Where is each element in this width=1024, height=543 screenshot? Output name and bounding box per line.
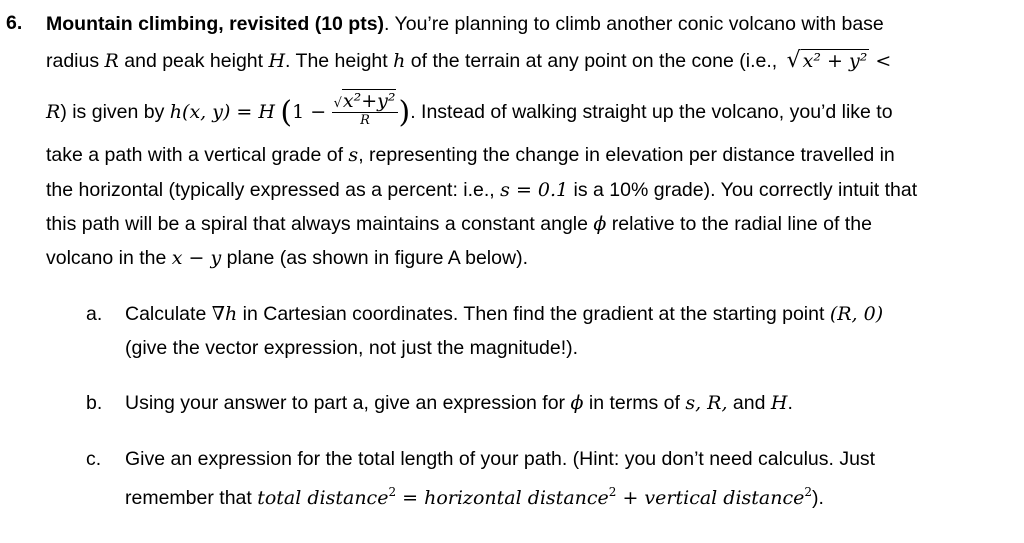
sqrt-expression: √ x² + y²: [786, 48, 868, 73]
intro-line-2: radius R and peak height H. The height h of the terrain at any point on the cone (i.e., √ x² + y² <: [46, 48, 892, 73]
part-c-line-2: remember that total distance$^2$ = horizontal distance$^2$ + vertical distance$^2$).: [125, 485, 824, 509]
part-b-line-1: Using your answer to part a, give an expression for ϕ in terms of s, R, and H.: [125, 392, 793, 414]
part-b-label: b.: [86, 392, 103, 414]
intro-line-7: volcano in the x − y plane (as shown in figure A below).: [46, 247, 528, 269]
part-c-label: c.: [86, 448, 102, 470]
question-number: 6.: [6, 12, 23, 34]
part-a-line-1: Calculate ∇h in Cartesian coordinates. Then find the gradient at the starting point (R, 0): [125, 303, 884, 325]
question-title: Mountain climbing, revisited (10 pts): [46, 13, 385, 35]
part-a-line-2: (give the vector expression, not just the magnitude!).: [125, 337, 579, 359]
height-fraction: $\frac{\text{√x²+y²}}{R}$: [332, 93, 399, 129]
intro-line-6: this path will be a spiral that always maintains a constant angle ϕ relative to the radial line of the: [46, 213, 872, 235]
intro-line-3: R) is given by h(x, y) = H (1 − $\frac{\text{√x²+y²}}{R}$ ). Instead of walking straight up the volcano, you’d like to: [46, 90, 893, 131]
intro-line-4: take a path with a vertical grade of s, representing the change in elevation per distance travelled in: [46, 144, 895, 166]
intro-line-5: the horizontal (typically expressed as a percent: i.e., s = 0.1 is a 10% grade). You correctly intuit that: [46, 179, 918, 201]
intro-line-1: Mountain climbing, revisited (10 pts). You’re planning to climb another conic volcano with base: [46, 13, 884, 35]
part-c-line-1: Give an expression for the total length of your path. (Hint: you don’t need calculus. Just: [125, 448, 876, 470]
part-a-label: a.: [86, 303, 103, 325]
